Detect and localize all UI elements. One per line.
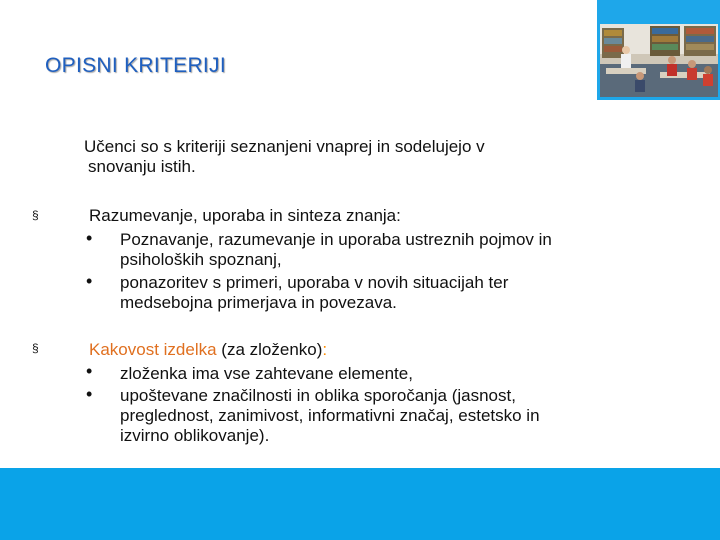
section1-item2-bullet: • bbox=[86, 271, 93, 291]
section2-item2-bullet: • bbox=[86, 384, 93, 404]
footer-bar bbox=[0, 468, 720, 540]
section1-item1 bbox=[120, 230, 680, 270]
section2-bullet: § bbox=[32, 341, 39, 355]
section2-heading-paren: (za zloženko) bbox=[216, 340, 323, 359]
section2-item2-line3: izvirno oblikovanje). bbox=[120, 426, 270, 445]
classroom-photo bbox=[600, 24, 718, 97]
section1-bullet: § bbox=[32, 208, 39, 222]
section2-heading-colon: : bbox=[322, 340, 328, 359]
section2-item2-line2: preglednost, zanimivost, informativni značaj, estetsko in bbox=[120, 406, 540, 425]
section1-item2 bbox=[120, 273, 680, 313]
section2-item2 bbox=[120, 386, 680, 446]
section2-item1 bbox=[120, 364, 680, 384]
section1-item1-line2: psiholoških spoznanj, bbox=[120, 250, 282, 269]
section1-heading: Razumevanje, uporaba in sinteza znanja: bbox=[89, 206, 401, 225]
section2-item1-bullet: • bbox=[86, 361, 93, 381]
slide-title: OPISNI KRITERIJI bbox=[45, 54, 226, 77]
section2-item2-line1: upoštevane značilnosti in oblika sporočanja (jasnost, bbox=[120, 386, 516, 405]
section1-item2-line1: ponazoritev s primeri, uporaba v novih situacijah ter bbox=[120, 273, 509, 292]
section2-heading-accent: Kakovost izdelka bbox=[89, 340, 217, 359]
section1-item1-line1: Poznavanje, razumevanje in uporaba ustreznih pojmov in bbox=[120, 230, 552, 249]
section2-item1-line1: zloženka ima vse zahtevane elemente, bbox=[120, 364, 413, 383]
intro-line-1: Učenci so s kriteriji seznanjeni vnaprej in sodelujejo v bbox=[84, 137, 485, 156]
intro-line-2: snovanju istih. bbox=[88, 157, 196, 176]
intro-text bbox=[84, 137, 644, 177]
section1-item2-line2: medsebojna primerjava in povezava. bbox=[120, 293, 397, 312]
section2-heading bbox=[89, 340, 327, 360]
section1-item1-bullet: • bbox=[86, 228, 93, 248]
